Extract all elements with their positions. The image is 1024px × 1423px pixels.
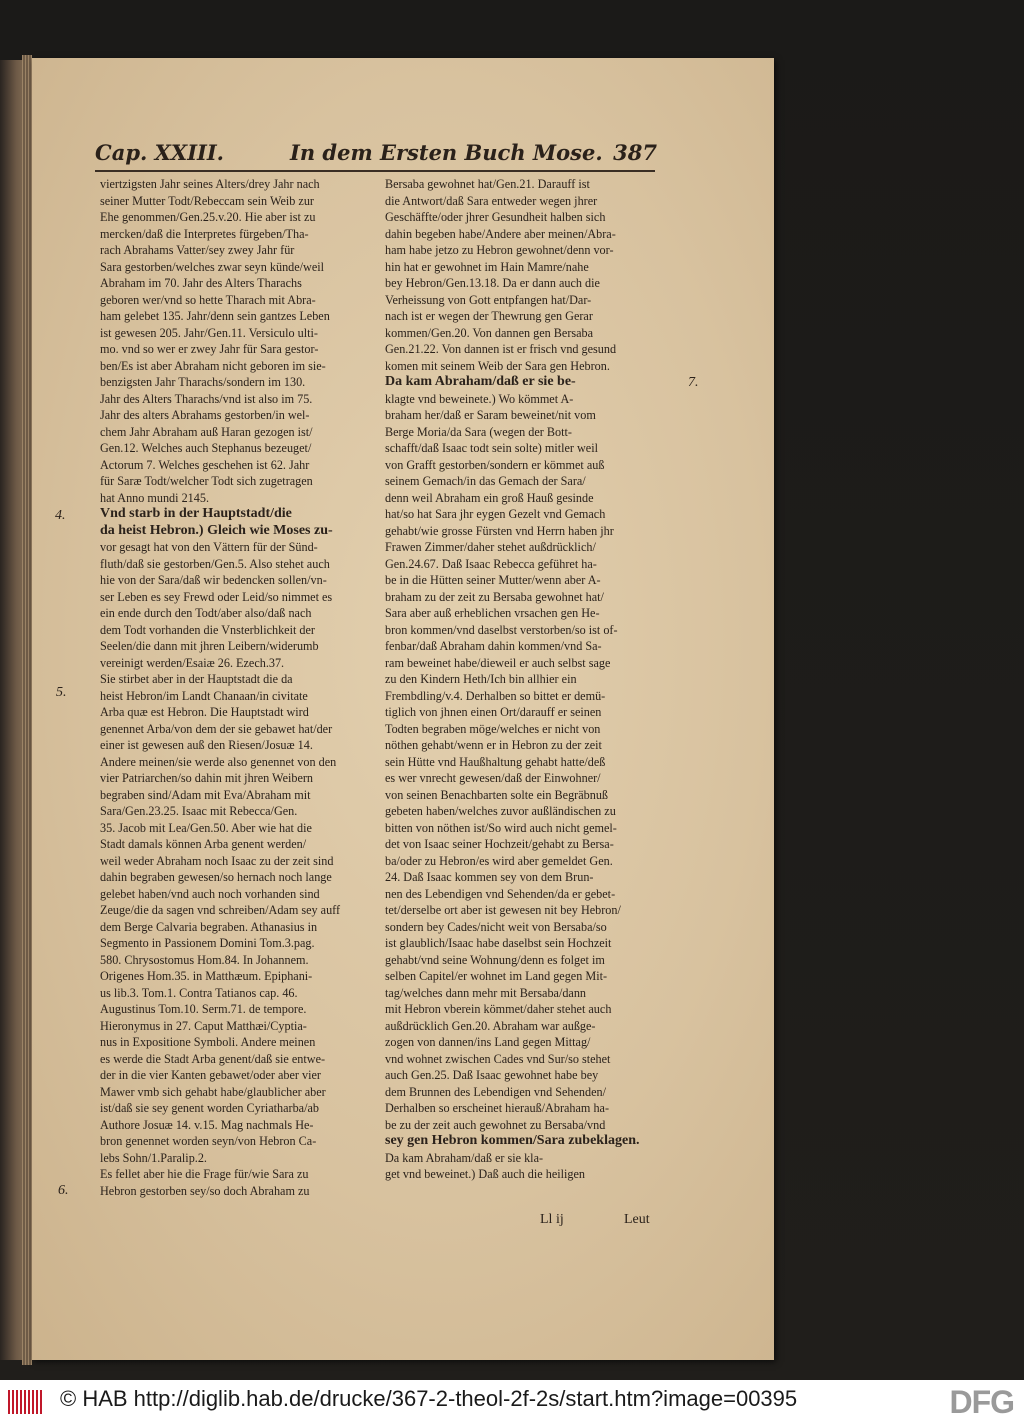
margin-note-5: 5. [56, 685, 67, 700]
text-line: Da kam Abraham/daß er sie be- [385, 374, 576, 389]
text-line: da heist Hebron.) Gleich wie Moses zu- [100, 522, 333, 538]
text-line: Hebron gestorben sey/so doch Abraham zu [100, 1183, 310, 1198]
text-line: Jahr des Alters Tharachs/vnd ist also im 75. [100, 391, 313, 406]
text-line: 35. Jacob mit Lea/Gen.50. Aber wie hat die [100, 820, 312, 835]
text-line: Gen.21.22. Von dannen ist er frisch vnd gesund [385, 342, 617, 356]
text-line: tet/derselbe ort aber ist gewesen nit bey Hebron/ [385, 903, 621, 917]
footer-bar [0, 1380, 1024, 1423]
text-line: vor gesagt hat von den Vättern für der Sünd- [100, 540, 318, 554]
catchword: Leut [624, 1212, 650, 1227]
text-line: vier Patriarchen/so dahin mit jhren Weibern [100, 771, 314, 785]
text-line: auch Gen.25. Daß Isaac gewohnet habe bey [385, 1068, 599, 1082]
text-line: be zu der zeit auch gewohnet zu Bersaba/vnd [385, 1117, 606, 1132]
page-stack-edge [22, 55, 32, 1365]
text-line: sondern bey Cades/nicht weit von Bersaba/so [385, 919, 607, 934]
text-line: Authore Josuæ 14. v.15. Mag nachmals He- [100, 1117, 314, 1132]
text-line: seiner Mutter Todt/Rebeccam sein Weib zur [100, 193, 314, 208]
text-line: von Grafft gestorben/sondern er kömmet auß [385, 457, 605, 472]
text-line: Actorum 7. Welches geschehen ist 62. Jahr [100, 457, 310, 472]
text-line: Segmento in Passionem Domini Tom.3.pag. [100, 936, 315, 950]
text-line: be in die Hütten seiner Mutter/wenn aber A- [385, 573, 601, 587]
text-line: heist Hebron/im Landt Chanaan/in civitate [100, 688, 308, 703]
text-line: ham gelebet 135. Jahr/denn sein gantzes Leben [100, 309, 330, 323]
text-line: Arba quæ est Hebron. Die Hauptstadt wird [100, 705, 309, 719]
text-line: dem Brunnen des Lebendigen vnd Sehenden/ [385, 1084, 607, 1099]
text-line: Sara gestorben/welches zwar seyn künde/weil [100, 259, 325, 274]
text-line: außdrücklich Gen.20. Abraham war außge- [385, 1018, 596, 1033]
text-line: Sara aber auß erheblichen vrsachen gen He- [385, 606, 600, 620]
text-line: mit Hebron vberein kömmet/daher stehet auch [385, 1002, 612, 1016]
text-line: vnd wohnet zwischen Cades vnd Sur/so stehet [385, 1051, 611, 1066]
text-line: Sara/Gen.23.25. Isaac mit Rebecca/Gen. [100, 804, 298, 818]
text-line: von seinen Benachbarten solte ein Begräbnuß [385, 787, 609, 802]
text-line: nus in Expositione Symboli. Andere meinen [100, 1035, 316, 1049]
text-line: einer ist gewesen auß den Riesen/Josuæ 14. [100, 738, 313, 752]
chapter-label: Cap. XXIII. [95, 140, 224, 165]
text-line: get vnd beweinet.) Daß auch die heiligen [385, 1167, 586, 1181]
text-line: 24. Daß Isaac kommen sey von dem Brun- [385, 870, 594, 884]
text-line: nen des Lebendigen vnd Sehenden/da er gebet- [385, 886, 616, 901]
text-line: begraben sind/Adam mit Eva/Abraham mit [100, 787, 311, 802]
text-line: hie von der Sara/daß wir bedencken sollen/vn- [100, 573, 327, 587]
book-title: In dem Ersten Buch Mose. [290, 140, 603, 165]
text-line: ein ende durch den Todt/aber also/daß nach [100, 606, 312, 620]
text-line: klagte vnd beweinete.) Wo kömmet A- [385, 391, 574, 406]
text-line: ba/oder zu Hebron/es wird aber gemeldet Gen. [385, 853, 613, 868]
text-line: seinem Gemach/in das Gemach der Sara/ [385, 474, 586, 488]
text-line: Verheissung von Gott entpfangen hat/Dar- [385, 292, 592, 307]
barcode-icon [8, 1390, 44, 1414]
text-line: 580. Chrysostomus Hom.84. In Johannem. [100, 952, 309, 967]
text-line: Jahr des alters Abrahams gestorben/in wel- [100, 408, 310, 422]
text-line: Origenes Hom.35. in Matthæum. Epiphani- [100, 969, 313, 983]
text-line: bitten von nöthen ist/So wird auch nicht gemel- [385, 820, 617, 835]
text-line: gelebet haben/vnd auch noch vorhanden sind [100, 886, 320, 901]
text-line: Augustinus Tom.10. Serm.71. de tempore. [100, 1002, 307, 1016]
text-line: dahin begeben habe/Andere aber meinen/Abra- [385, 226, 616, 241]
text-line: nach ist er wegen der Thewrung gen Gerar [385, 309, 593, 323]
page-number: 387 [613, 140, 657, 165]
text-line: Mawer vmb sich gehabt habe/glaublicher aber [100, 1084, 326, 1099]
text-line: es werde die Stadt Arba genent/daß sie entwe- [100, 1051, 326, 1066]
text-line: kommen/Gen.20. Von dannen gen Bersaba [385, 325, 594, 340]
running-header [95, 140, 657, 170]
text-line: gehabt/vnd seine Wohnung/denn es folget im [385, 952, 605, 967]
text-line: ist/daß sie sey genent worden Cyriatharba/ab [100, 1101, 319, 1115]
text-line: fluth/daß sie gestorben/Gen.5. Also stehet auch [100, 556, 330, 571]
text-line: Geschäffte/oder jhrer Gesundheit halben sich [385, 210, 606, 224]
text-line: selben Capitel/er wohnet im Land gegen Mit- [385, 969, 608, 983]
text-line: bey Hebron/Gen.13.18. Da er dann auch die [385, 276, 600, 290]
text-line: sey gen Hebron kommen/Sara zubeklagen. [385, 1133, 640, 1148]
text-line: Derhalben so erscheinet hierauß/Abraham ha- [385, 1101, 610, 1115]
text-line: viertzigsten Jahr seines Alters/drey Jahr nach [100, 177, 320, 191]
text-line: Seelen/die dann mit jhren Leibern/widerumb [100, 639, 319, 653]
text-line: dem Todt vorhanden die Vnsterblichkeit der [100, 622, 315, 637]
text-line: zogen von dannen/ins Land gegen Mittag/ [385, 1035, 591, 1049]
text-line: Da kam Abraham/daß er sie kla- [385, 1150, 544, 1165]
text-line: fenbar/daß Abraham dahin kommen/vnd Sa- [385, 639, 602, 653]
text-line: schafft/daß Isaac todt sein solte) mitler weil [385, 441, 598, 455]
right-text-column [385, 176, 657, 1183]
text-line: braham zu der zeit zu Bersaba gewohnet hat/ [385, 589, 604, 604]
text-line: Gen.24.67. Daß Isaac Rebecca geführet ha- [385, 556, 597, 571]
text-line: die Antwort/daß Sara entweder wegen jhrer [385, 193, 598, 208]
text-line: sein Hütte vnd Haußhaltung gehabt hatte/deß [385, 754, 606, 769]
text-line: ser Leben es sey Frewd oder Leid/so nimmet es [100, 589, 333, 604]
margin-note-7: 7. [688, 375, 699, 390]
margin-note-4: 4. [55, 508, 66, 523]
text-line: gebeten haben/welches zuvor außländischen zu [385, 804, 616, 818]
text-line: mo. vnd so wer er zwey Jahr für Sara gestor- [100, 342, 319, 356]
text-line: vereinigt werden/Esaiæ 26. Ezech.37. [100, 655, 285, 670]
text-line: weil weder Abraham noch Isaac zu der zeit sind [100, 853, 334, 868]
text-line: Sie stirbet aber in der Hauptstadt die da [100, 672, 293, 686]
text-line: denn weil Abraham ein groß Hauß gesinde [385, 490, 594, 505]
text-line: Hieronymus in 27. Caput Matthæi/Cyptia- [100, 1018, 307, 1033]
text-line: ham habe jetzo zu Hebron gewohnet/denn vor- [385, 243, 614, 257]
text-line: rach Abrahams Vatter/sey zwey Jahr für [100, 243, 295, 257]
text-line: Gen.12. Welches auch Stephanus bezeuget/ [100, 441, 312, 455]
signature-mark: Ll ij [540, 1212, 564, 1227]
left-text-column [100, 176, 370, 1199]
text-line: dem Berge Calvaria begraben. Athanasius in [100, 919, 318, 934]
text-line: bron genennet worden seyn/von Hebron Ca- [100, 1134, 317, 1148]
text-line: genennet Arba/von dem der sie gebawet hat/der [100, 721, 333, 736]
text-line: mercken/daß die Interpretes fürgeben/Tha- [100, 226, 309, 241]
text-line: chem Jahr Abraham auß Haran gezogen ist/ [100, 424, 313, 439]
text-line: nöthen gehabt/wenn er in Hebron zu der zeit [385, 738, 602, 752]
text-line: hat Anno mundi 2145. [100, 490, 210, 505]
text-line: Stadt damals können Arba genent werden/ [100, 837, 307, 851]
text-line: ist glaublich/Isaac habe daselbst sein Hochzeit [385, 936, 612, 950]
text-line: Bersaba gewohnet hat/Gen.21. Darauff ist [385, 177, 590, 191]
text-line: Andere meinen/sie werde also genennet von den [100, 754, 337, 769]
text-line: benzigsten Jahr Tharachs/sondern im 130. [100, 375, 306, 389]
copyright-link[interactable]: © HAB http://diglib.hab.de/drucke/367-2-theol-2f-2s/start.htm?image=00395 [60, 1386, 798, 1411]
text-line: für Saræ Todt/welcher Todt sich zugetragen [100, 474, 313, 488]
text-line: Vnd starb in der Hauptstadt/die [100, 506, 292, 521]
text-line: es wer vnrecht gewesen/daß der Einwohner/ [385, 771, 601, 785]
text-line: geboren wer/vnd so hette Tharach mit Abra- [100, 292, 316, 307]
text-line: hat/so hat Sara jhr eygen Gezelt vnd Gemach [385, 507, 606, 521]
text-line: tag/welches dann mehr mit Bersaba/dann [385, 985, 587, 1000]
text-line: Ehe genommen/Gen.25.v.20. Hie aber ist zu [100, 210, 316, 224]
text-line: ben/Es ist aber Abraham nicht geboren im sie- [100, 358, 326, 373]
margin-note-6: 6. [58, 1183, 69, 1198]
text-line: ist gewesen 205. Jahr/Gen.11. Versiculo ulti- [100, 325, 318, 340]
header-rule [95, 170, 655, 172]
text-line: der in die vier Kanten gebawet/oder aber vier [100, 1068, 321, 1082]
text-line: braham her/daß er Saram beweinet/nit vom [385, 408, 596, 422]
text-line: Abraham im 70. Jahr des Alters Tharachs [100, 276, 302, 290]
text-line: Todten begraben möge/welches er nicht von [385, 721, 601, 736]
text-line: tiglich von jhnen einen Ort/darauff er seinen [385, 705, 602, 719]
text-line: hin hat er gewohnet im Hain Mamre/nahe [385, 259, 589, 274]
text-line: dahin begraben gewesen/so hernach noch lange [100, 870, 332, 884]
text-line: lebs Sohn/1.Paralip.2. [100, 1150, 207, 1165]
text-line: bron kommen/vnd daselbst verstorben/so ist of- [385, 622, 618, 637]
text-line: Frembdling/v.4. Derhalben so bittet er demü- [385, 688, 606, 703]
text-line: gehabt/wie grosse Fürsten vnd Herrn haben jhr [385, 523, 614, 538]
text-line: Es fellet aber hie die Frage für/wie Sara zu [100, 1167, 309, 1181]
text-line: zu den Kindern Heth/Ich bin allhier ein [385, 672, 577, 686]
text-line: Frawen Zimmer/daher stehet außdrücklich/ [385, 540, 596, 554]
text-line: Berge Moria/da Sara (wegen der Bott- [385, 424, 572, 439]
text-line: ram beweinet habe/dieweil er auch selbst sage [385, 655, 611, 670]
text-line: komen mit seinem Weib der Sara gen Hebron. [385, 358, 610, 373]
text-line: Zeuge/die da sagen vnd schreiben/Adam sey auff [100, 903, 341, 917]
text-line: det von Isaac seiner Hochzeit/gehabt zu Bersa- [385, 837, 614, 851]
dfg-logo: DFG [949, 1384, 1014, 1420]
text-line: us lib.3. Tom.1. Contra Tatianos cap. 46. [100, 985, 298, 1000]
